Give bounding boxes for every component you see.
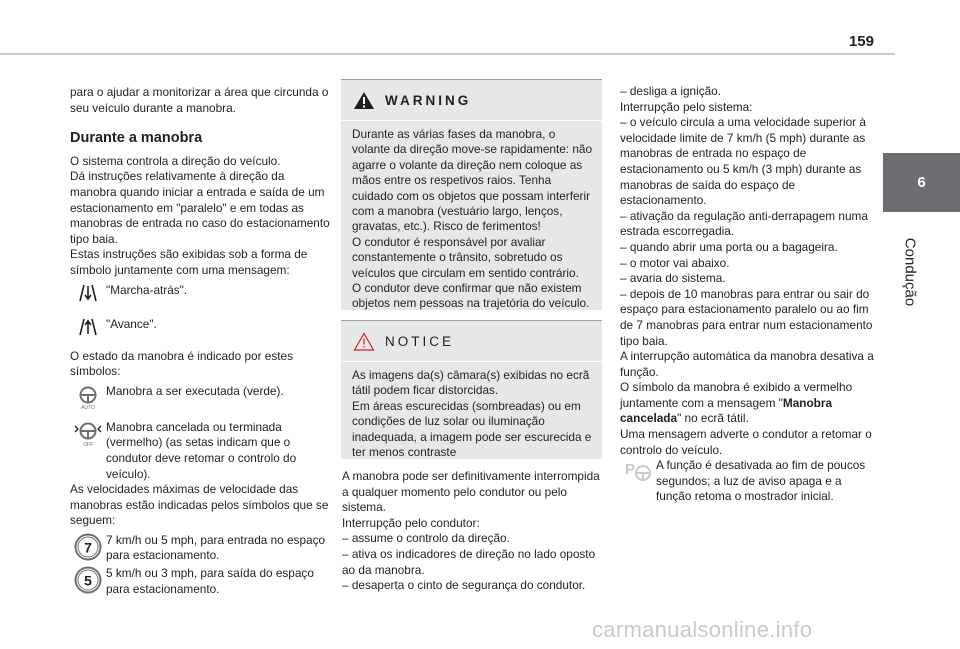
- reverse-message: "Marcha-atrás".: [106, 282, 188, 297]
- list-item: – o motor vai abaixo.: [620, 255, 730, 270]
- notice-text: Em áreas escurecidas (sombreadas) ou em condições de luz solar ou iluminação inadequada, a imagem pode ser escurecida e ter menos contraste: [352, 398, 592, 460]
- paragraph: Interrupção pelo sistema:: [620, 99, 753, 114]
- column-1: [70, 85, 332, 597]
- speed-5-text: 5 km/h ou 3 mph, para saída do espaço para estacionamento.: [106, 566, 314, 596]
- intro-text: para o ajudar a monitorizar a área que circunda o seu veículo durante a manobra.: [70, 85, 329, 115]
- list-item: – depois de 10 manobras para entrar ou sair do espaço para estacionamento paralelo ou ao fim de 7 manobras para entrar num estacionamento tipo baia.: [620, 286, 873, 348]
- notice-box: [341, 320, 602, 459]
- warning-title: WARNING: [385, 92, 472, 108]
- paragraph: O sistema controla a direção do veículo.: [70, 153, 281, 168]
- reverse-arrow-icon: [76, 283, 100, 303]
- paragraph: Estas instruções são exibidas sob a forma de símbolo juntamente com uma mensagem:: [70, 247, 308, 277]
- paragraph: Interrupção pelo condutor:: [342, 515, 480, 530]
- section-heading: Durante a manobra: [70, 130, 203, 147]
- page-number: 159: [848, 33, 874, 50]
- steering-off-icon: [73, 420, 103, 448]
- paragraph: A interrupção automática da manobra desativa a função.: [620, 349, 874, 379]
- warning-text: Durante as várias fases da manobra, o volante da direção move-se rapidamente: não agarre o volante da direção nem coloque as mãos entre os respetivos raios. Tenha cuidado com os objetos que possam interferir com a manobra (vestuário largo, lenços, gravatas, etc.). Risco de ferimentos!: [352, 127, 593, 234]
- warning-box: [341, 79, 602, 310]
- deactivation-text: A função é desativada ao fim de poucos segundos; a luz de aviso apaga e a função retoma o mostrador inicial.: [656, 458, 866, 504]
- forward-instruction: [70, 317, 332, 337]
- list-item: – o veículo circula a uma velocidade superior à velocidade limite de 7 km/h (5 mph) durante as manobras de entrada no espaço de estacionamento ou 5 km/h (3 mph) durante as manobras de saída do espaço de estacionamento.: [620, 115, 866, 208]
- status-cancel-row: [70, 420, 332, 482]
- svg-text:AUTO: AUTO: [81, 404, 95, 410]
- list-item: – assume o controlo da direção.: [342, 531, 510, 546]
- watermark: carmanualsonline.info: [592, 617, 813, 642]
- forward-arrow-icon: [76, 317, 100, 337]
- paragraph: A manobra pode ser definitivamente interrompida a qualquer momento pelo condutor ou pelo sistema.: [342, 469, 600, 515]
- svg-text:OFF: OFF: [83, 441, 93, 448]
- svg-text:P: P: [625, 461, 636, 479]
- deactivation-row: [620, 458, 880, 505]
- warning-text: O condutor é responsável por avaliar constantemente o trânsito, sobretudo os veículos que circulam em sentido contrário.: [352, 234, 579, 280]
- steering-auto-icon: [75, 384, 101, 410]
- speed-5-row: [70, 566, 332, 597]
- paragraph: O estado da manobra é indicado por estes símbolos:: [70, 348, 293, 379]
- svg-text:7: 7: [84, 539, 92, 556]
- list-item: – ativa os indicadores de direção no lado oposto ao da manobra.: [342, 546, 596, 577]
- notice-title: NOTICE: [385, 333, 455, 349]
- chapter-title: Condução: [901, 237, 919, 307]
- speed-7-text: 7 km/h ou 5 mph, para entrada no espaço para estacionamento.: [106, 532, 326, 563]
- warning-text: O condutor deve confirmar que não existem objetos nem pessoas na trajetória do veículo.: [352, 281, 590, 311]
- list-item: – quando abrir uma porta ou a bagageira.: [620, 239, 838, 254]
- column-2-text: [342, 469, 604, 594]
- list-item: – ativação da regulação anti-derrapagem numa estrada escorregadia.: [620, 208, 868, 239]
- forward-message: "Avance".: [106, 316, 157, 331]
- status-cancel-text: Manobra cancelada ou terminada (vermelho) (as setas indicam que o condutor deve retomar o controlo do veículo).: [106, 419, 297, 481]
- list-item: – desaperta o cinto de segurança do condutor.: [342, 578, 586, 593]
- speed-limit-7-icon: [74, 533, 102, 561]
- status-active-text: Manobra a ser executada (verde).: [106, 383, 284, 398]
- list-item: – desliga a ignição.: [620, 84, 721, 98]
- status-active-row: [70, 384, 332, 410]
- list-item: – avaria do sistema.: [620, 271, 726, 286]
- speed-limit-5-icon: [74, 566, 102, 594]
- paragraph: As velocidades máximas de velocidade das manobras estão indicadas pelos símbolos que se seguem:: [70, 482, 329, 528]
- chapter-tab: 6: [883, 153, 960, 212]
- header-rule: [0, 53, 895, 55]
- reverse-instruction: [70, 283, 332, 303]
- park-assist-warning-icon: [623, 458, 653, 484]
- svg-text:5: 5: [84, 572, 92, 589]
- warning-triangle-icon: [353, 91, 375, 110]
- column-3: [620, 84, 880, 505]
- paragraph: Uma mensagem adverte o condutor a retomar o controlo do veículo.: [620, 427, 872, 457]
- speed-7-row: [70, 533, 332, 564]
- paragraph: O símbolo da manobra é exibido a vermelho juntamente com a mensagem "Manobra cancelada" no ecrã tátil.: [620, 380, 853, 426]
- paragraph: Dá instruções relativamente à direção da manobra quando iniciar a entrada e saída de um estacionamento em "paralelo" e em todas as manobras de entrada no caso do estacionamento tipo baia.: [70, 169, 330, 246]
- notice-triangle-icon: [353, 332, 375, 351]
- notice-text: As imagens da(s) câmara(s) exibidas no ecrã tátil podem ficar distorcidas.: [352, 368, 590, 398]
